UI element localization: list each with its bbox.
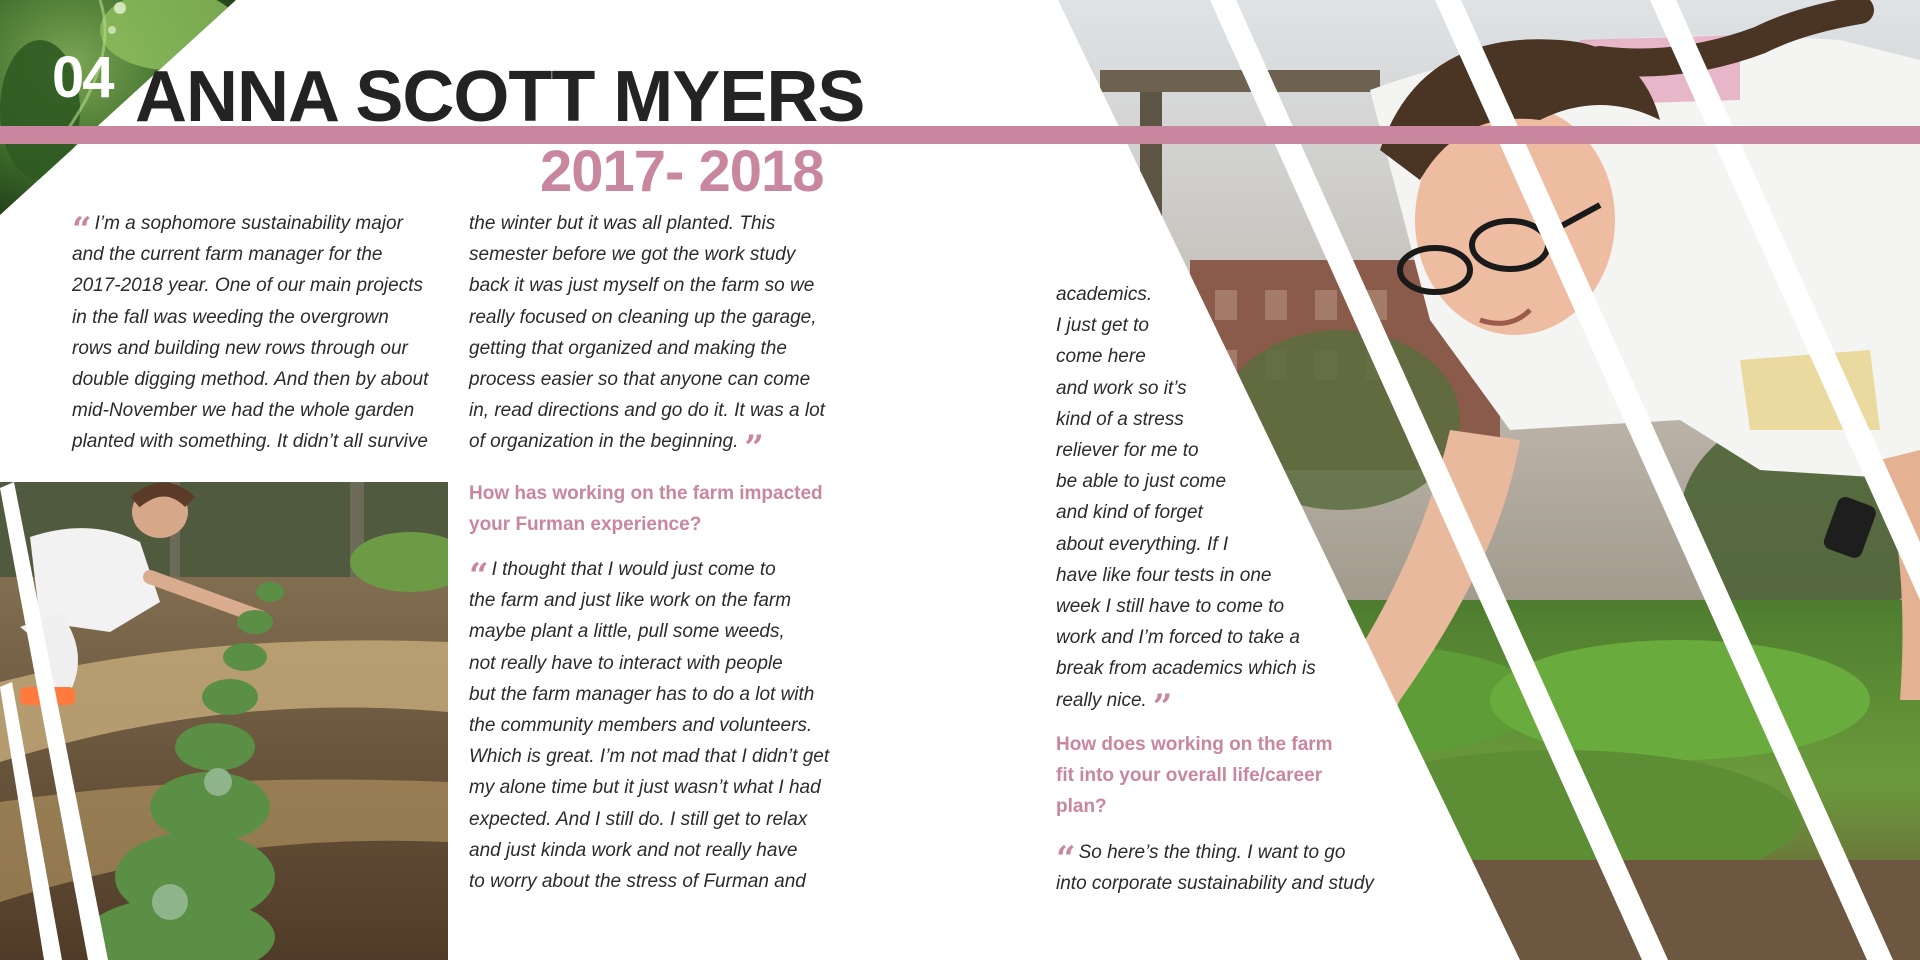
text-line: and kind of forget xyxy=(1056,502,1203,524)
text-line: about everything. If I xyxy=(1056,533,1229,555)
garden-photo xyxy=(0,482,448,960)
intro-column xyxy=(72,208,428,458)
text-line: and just kinda work and not really have xyxy=(469,839,798,861)
text-line: in the fall was weeding the overgrown xyxy=(72,306,389,328)
text-line: double digging method. And then by about xyxy=(72,369,429,391)
text-line: semester before we got the work study xyxy=(469,244,796,266)
text-line: reliever for me to xyxy=(1056,440,1199,462)
text-line: and work so it’s xyxy=(1056,377,1187,399)
text-line: 2017-2018 year. One of our main projects xyxy=(72,275,423,297)
text-line: rows and building new rows through our xyxy=(72,337,408,359)
text-line: be able to just come xyxy=(1056,471,1227,493)
text-line: my alone time but it just wasn’t what I had xyxy=(469,777,821,799)
text-line: the farm and just like work on the farm xyxy=(469,590,792,612)
text-line: planted with something. It didn’t all survive xyxy=(72,431,428,453)
text-line: the winter but it was all planted. This xyxy=(469,213,776,234)
intro-continued-column xyxy=(469,208,825,469)
year-range: 2017- 2018 xyxy=(540,139,824,204)
text-line: to worry about the stress of Furman and xyxy=(469,871,806,893)
close-quote-mark: ” xyxy=(744,428,764,469)
text-line: academics. xyxy=(1056,284,1153,305)
text-line: getting that organized and making the xyxy=(469,337,787,359)
text-line: break from academics which is xyxy=(1056,658,1316,680)
text-line: Which is great. I’m not mad that I didn’t get xyxy=(469,746,830,768)
text-line: in, read directions and go do it. It was a lot xyxy=(469,400,825,422)
answer-continued-column xyxy=(1056,279,1316,727)
text-line: week I still have to come to xyxy=(1056,596,1285,618)
text-line: really nice. ” xyxy=(1056,686,1173,727)
text-line: I just get to xyxy=(1056,315,1149,337)
question-heading: How does working on the farm fit into your overall life/career plan? xyxy=(1056,734,1333,817)
page-number: 04 xyxy=(52,45,113,110)
text-line: mid-November we had the whole garden xyxy=(72,400,415,422)
text-line: process easier so that anyone can come xyxy=(469,369,811,391)
open-quote-mark: “ xyxy=(469,556,489,596)
text-line: really focused on cleaning up the garage, xyxy=(469,306,817,328)
page-title: ANNA SCOTT MYERS xyxy=(135,57,865,137)
text-line: “ I’m a sophomore sustainability major xyxy=(72,210,403,250)
text-line: come here xyxy=(1056,346,1146,368)
text-line: the community members and volunteers. xyxy=(469,715,813,737)
text-line: “ So here’s the thing. I want to go xyxy=(1056,839,1346,879)
open-quote-mark: “ xyxy=(72,210,92,250)
text-line: and the current farm manager for the xyxy=(72,244,383,266)
text-line: not really have to interact with people xyxy=(469,652,783,674)
text-line: work and I’m forced to take a xyxy=(1056,627,1300,649)
text-line: of organization in the beginning. ” xyxy=(469,428,764,469)
close-quote-mark: ” xyxy=(1152,686,1173,727)
text-line: “ I thought that I would just come to xyxy=(469,556,776,596)
text-line: back it was just myself on the farm so we xyxy=(469,275,815,297)
text-line: have like four tests in one xyxy=(1056,564,1272,586)
text-line: expected. And I still do. I still get to relax xyxy=(469,808,808,830)
text-line: kind of a stress xyxy=(1056,408,1184,430)
answer-column xyxy=(469,554,829,897)
open-quote-mark: “ xyxy=(1056,839,1076,879)
text-line: but the farm manager has to do a lot with xyxy=(469,683,815,705)
text-line: maybe plant a little, pull some weeds, xyxy=(469,621,785,643)
answer-column xyxy=(1056,837,1374,899)
question-heading: How has working on the farm impacted your Furman experience? xyxy=(469,483,823,535)
text-line: into corporate sustainability and study xyxy=(1056,873,1374,895)
